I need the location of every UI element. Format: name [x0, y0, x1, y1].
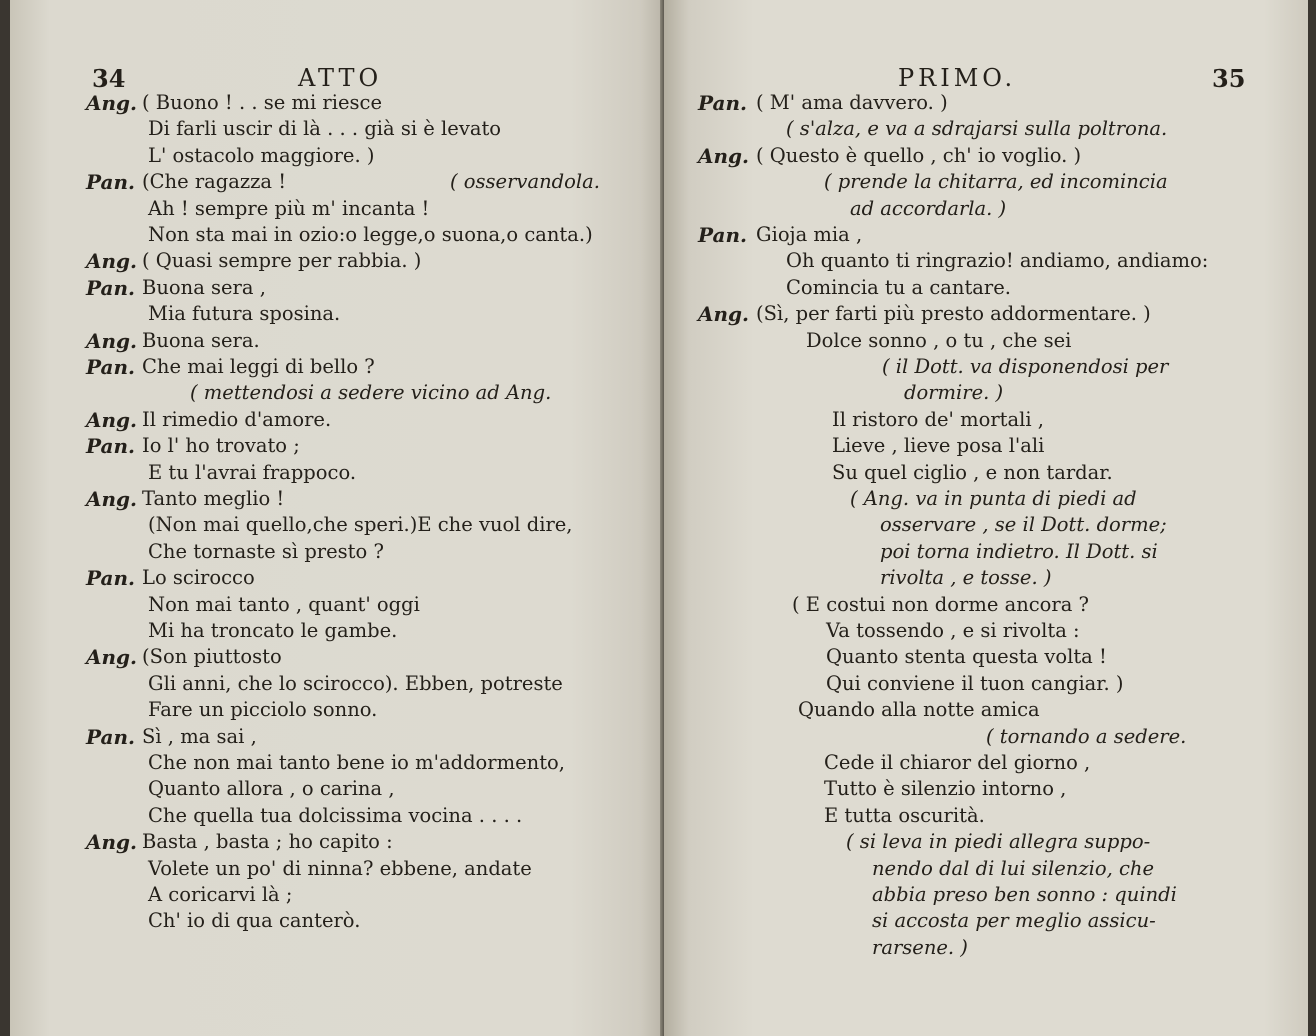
verse-line: Quando alla notte amica — [798, 698, 1040, 722]
verse-line: Tutto è silenzio intorno , — [824, 777, 1067, 801]
verse-line: Non mai tanto , quant' oggi — [148, 592, 420, 616]
verse-line: (Non mai quello,che speri.)E che vuol dire, — [148, 513, 573, 537]
verse-line: Quanto stenta questa volta ! — [826, 645, 1107, 669]
verse-line: Mi ha troncato le gambe. — [148, 619, 398, 642]
speaker-label: Ang. — [86, 830, 138, 855]
speaker-label: Ang. — [86, 487, 138, 511]
verse-line: Lo scirocco — [142, 566, 255, 590]
verse-line: E tu l'avrai frappoco. — [148, 460, 357, 484]
page-header-atto: ATTO — [298, 64, 383, 92]
stage-direction: ( mettendosi a sedere vicino ad Ang. — [190, 381, 552, 405]
speaker-label: Ang. — [698, 143, 750, 168]
speaker-label: Pan. — [86, 275, 135, 300]
speaker-label: Pan. — [86, 170, 135, 195]
stage-direction: dormire. ) — [904, 381, 1004, 405]
verse-line: Buona sera , — [142, 275, 266, 299]
verse-line: Gli anni, che lo scirocco). Ebben, potreste — [148, 671, 563, 695]
verse-line: Volete un po' di ninna? ebbene, andate — [148, 856, 532, 880]
speaker-label: Ang. — [86, 91, 138, 115]
stage-direction: ( osservandola. — [450, 170, 600, 194]
stage-direction: poi torna indietro. Il Dott. si — [880, 539, 1158, 563]
page-number-right: 35 — [1212, 64, 1246, 93]
verse-line: Sì , ma sai , — [142, 724, 257, 748]
verse-line: Il ristoro de' mortali , — [832, 407, 1045, 431]
verse-line: Tanto meglio ! — [142, 487, 285, 510]
verse-line: Qui conviene il tuon cangiar. ) — [826, 671, 1124, 695]
stage-direction: osservare , se il Dott. dorme; — [880, 513, 1167, 537]
verse-line: Dolce sonno , o tu , che sei — [806, 328, 1072, 352]
speaker-label: Pan. — [86, 724, 135, 749]
verse-line: Va tossendo , e si rivolta : — [826, 619, 1080, 642]
verse-line: A coricarvi là ; — [148, 883, 293, 906]
verse-line: ( Questo è quello , ch' io voglio. ) — [756, 143, 1082, 167]
page-number-left: 34 — [92, 64, 126, 93]
verse-line: Buona sera. — [142, 328, 260, 352]
stage-direction: ad accordarla. ) — [850, 196, 1007, 220]
stage-direction: ( prende la chitarra, ed incomincia — [824, 170, 1168, 194]
speaker-label: Pan. — [86, 566, 135, 591]
stage-direction: ( il Dott. va disponendosi per — [882, 355, 1169, 378]
verse-line: Il rimedio d'amore. — [142, 407, 332, 431]
verse-line: (Son piuttosto — [142, 645, 282, 669]
verse-line: Quanto allora , o carina , — [148, 777, 395, 801]
stage-direction: si accosta per meglio assicu- — [872, 909, 1156, 933]
stage-direction: rarsene. ) — [872, 935, 968, 959]
verse-line: ( Buono ! . . se mi riesce — [142, 91, 382, 114]
stage-direction: ( si leva in piedi allegra suppo- — [846, 830, 1151, 854]
page-header-primo: PRIMO. — [898, 64, 1017, 92]
verse-line: Ah ! sempre più m' incanta ! — [148, 196, 430, 220]
verse-line: Lieve , lieve posa l'ali — [832, 434, 1045, 458]
verse-line: Oh quanto ti ringrazio! andiamo, andiamo: — [786, 249, 1209, 273]
verse-line: (Sì, per farti più presto addormentare. ) — [756, 302, 1151, 326]
verse-line: Mia futura sposina. — [148, 302, 341, 326]
verse-line: ( E costui non dorme ancora ? — [792, 592, 1090, 616]
stage-direction: rivolta , e tosse. ) — [880, 566, 1052, 590]
speaker-label: Ang. — [86, 645, 138, 670]
stage-direction: ( s'alza, e va a sdrajarsi sulla poltrona. — [786, 117, 1168, 141]
verse-line: L' ostacolo maggiore. ) — [148, 143, 375, 167]
verse-line: Che tornaste sì presto ? — [148, 539, 384, 563]
verse-line: ( M' ama davvero. ) — [756, 91, 948, 114]
verse-line: Io l' ho trovato ; — [142, 434, 300, 458]
verse-line: ( Quasi sempre per rabbia. ) — [142, 249, 422, 273]
stage-direction: ( Ang. va in punta di piedi ad — [850, 487, 1137, 510]
speaker-label: Ang. — [86, 249, 138, 274]
verse-line: Non sta mai in ozio:o legge,o suona,o canta.) — [148, 223, 593, 246]
left-page — [10, 0, 664, 1036]
verse-line: Fare un picciolo sonno. — [148, 698, 378, 722]
speaker-label: Pan. — [86, 434, 135, 459]
speaker-label: Ang. — [86, 407, 138, 432]
verse-line: Su quel ciglio , e non tardar. — [832, 460, 1113, 484]
speaker-label: Pan. — [698, 91, 747, 115]
verse-line: Comincia tu a cantare. — [786, 275, 1011, 299]
verse-line: E tutta oscurità. — [824, 803, 985, 827]
verse-line: Basta , basta ; ho capito : — [142, 830, 393, 854]
stage-direction: abbia preso ben sonno : quindi — [872, 883, 1177, 906]
verse-line: (Che ragazza ! — [142, 170, 287, 194]
speaker-label: Pan. — [86, 355, 135, 379]
right-page — [664, 0, 1308, 1036]
speaker-label: Ang. — [698, 302, 750, 327]
verse-line: Che non mai tanto bene io m'addormento, — [148, 751, 565, 774]
verse-line: Che quella tua dolcissima vocina . . . . — [148, 803, 523, 827]
verse-line: Ch' io di qua canterò. — [148, 909, 361, 933]
verse-line: Cede il chiaror del giorno , — [824, 751, 1091, 774]
speaker-label: Pan. — [698, 223, 747, 247]
verse-line: Che mai leggi di bello ? — [142, 355, 375, 378]
speaker-label: Ang. — [86, 328, 138, 353]
stage-direction: ( tornando a sedere. — [986, 724, 1187, 748]
stage-direction: nendo dal di lui silenzio, che — [872, 856, 1155, 880]
verse-line: Di farli uscir di là . . . già si è levato — [148, 117, 502, 141]
verse-line: Gioja mia , — [756, 223, 863, 246]
